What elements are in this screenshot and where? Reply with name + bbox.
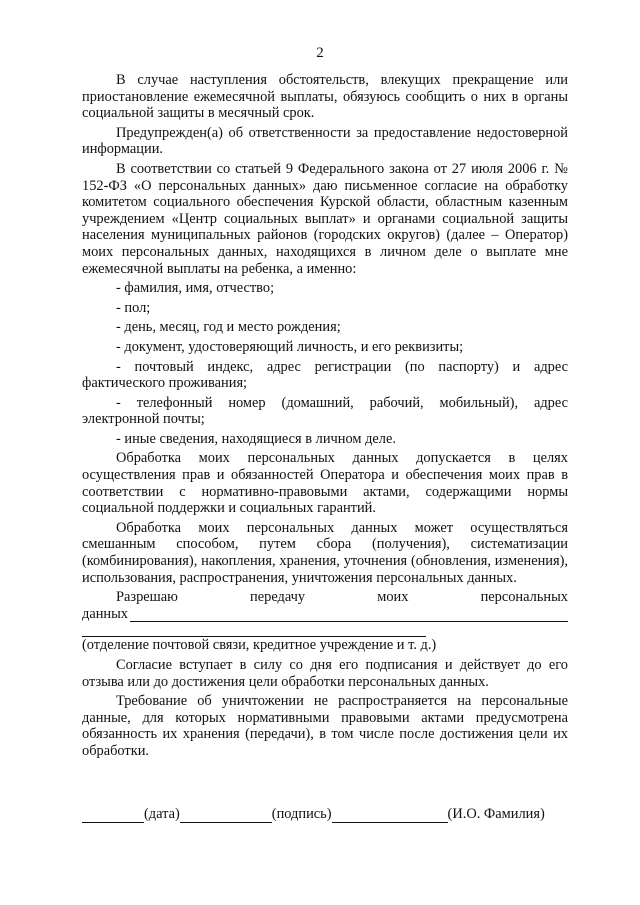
- list-item: - документ, удостоверяющий личность, и его реквизиты;: [116, 338, 464, 355]
- list-item: - день, месяц, год и место рождения;: [116, 319, 341, 336]
- transfer-recipient-field-2[interactable]: [82, 622, 426, 637]
- transfer-data-word: данных: [82, 605, 128, 622]
- paragraph-warning: Предупрежден(а) об ответственности за предоставление недостоверной информации.: [82, 124, 568, 158]
- list-item: - иные сведения, находящиеся в личном деле.: [116, 430, 396, 447]
- paragraph-purpose: Обработка моих персональных данных допускается в целях осуществления прав и обязанностей Оператора и обеспечения моих прав в соответствии с нормативно-правовыми актами, содержащими нормы социальной поддержки и социальных гарантий.: [82, 450, 568, 517]
- transfer-word: Разрешаю: [116, 589, 178, 606]
- paragraph-validity: Согласие вступает в силу со дня его подписания и действует до его отзыва или до достижения цели обработки персональных данных.: [82, 657, 568, 690]
- list-item: - почтовый индекс, адрес регистрации (по паспорту) и адрес фактического проживания;: [82, 358, 568, 392]
- transfer-word: передачу: [250, 589, 306, 606]
- document-body: [82, 72, 568, 760]
- name-label: (И.О. Фамилия): [447, 806, 545, 822]
- transfer-hint: (отделение почтовой связи, кредитное учреждение и т. д.): [82, 637, 437, 654]
- transfer-word: моих: [377, 589, 409, 606]
- paragraph-consent: В соответствии со статьей 9 Федерального закона от 27 июля 2006 г. № 152-ФЗ «О персональных данных» даю письменное согласие на обработку комитетом социального обеспечения Курской области, областным казенным учреждением «Центр социальных выплат» и органами социальной защиты населения муниципальных районов (городских округов) (далее – Оператор) моих персональных данных, находящихся в личном деле о выплате мне ежемесячной выплаты на ребенка, а именно:: [82, 160, 568, 277]
- date-label: (дата): [144, 806, 180, 822]
- transfer-recipient-field[interactable]: [130, 608, 568, 622]
- paragraph-obligation: В случае наступления обстоятельств, влекущих прекращение или приостановление ежемесячной выплаты, обязуюсь сообщить о них в органы социальной защиты в месячный срок.: [82, 72, 568, 122]
- date-field[interactable]: [82, 809, 144, 823]
- name-field[interactable]: [332, 809, 448, 823]
- list-item: - пол;: [116, 299, 151, 316]
- page-number: 2: [316, 45, 324, 61]
- signature-field[interactable]: [180, 809, 272, 823]
- transfer-recipient-row: [82, 606, 568, 623]
- signature-row: [82, 806, 568, 823]
- transfer-permission-line: [82, 589, 568, 606]
- paragraph-destruction: Требование об уничтожении не распространяется на персональные данные, для которых нормативными правовыми актами предусмотрена обязанность их хранения (передачи), в том числе после достижения цели их обработки.: [82, 693, 568, 759]
- paragraph-processing: Обработка моих персональных данных может осуществляться смешанным способом, путем сбора (получения), систематизации (комбинирования), накопления, хранения, уточнения (обновления, изменения), использования, распространения, уничтожения персональных данных.: [82, 519, 568, 586]
- list-item: - телефонный номер (домашний, рабочий, мобильный), адрес электронной почты;: [82, 394, 568, 428]
- list-item: - фамилия, имя, отчество;: [116, 280, 275, 297]
- transfer-word: персональных: [480, 589, 568, 606]
- signature-label: (подпись): [271, 806, 332, 822]
